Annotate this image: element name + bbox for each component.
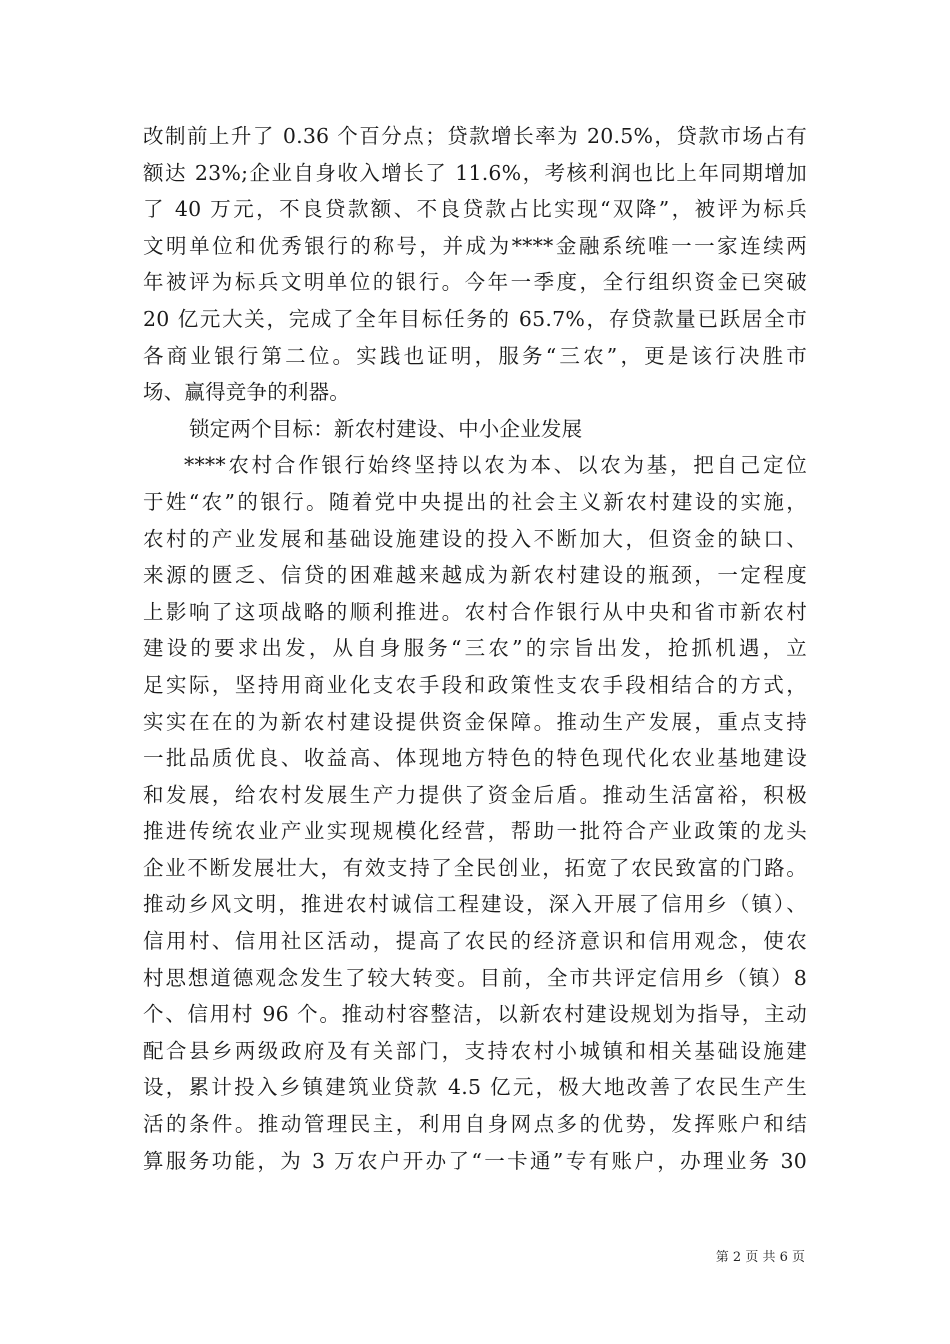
text-line: 设，累计投入乡镇建筑业贷款 4.5 亿元，极大地改善了农民生产生: [143, 1075, 807, 1100]
text-line: 建设的要求出发，从自身服务“三农”的宗旨出发，抢抓机遇，立: [143, 636, 807, 661]
text-line: 了 40 万元，不良贷款额、不良贷款占比实现“双降”，被评为标兵: [143, 197, 807, 222]
text-line: 年被评为标兵文明单位的银行。今年一季度，全行组织资金已突破: [143, 270, 807, 295]
text-line: 和发展，给农村发展生产力提供了资金后盾。推动生活富裕，积极: [143, 782, 807, 807]
text-line: 村思想道德观念发生了较大转变。目前，全市共评定信用乡（镇）8: [143, 965, 807, 990]
text-line: 农村的产业发展和基础设施建设的投入不断加大，但资金的缺口、: [143, 526, 807, 551]
text-line: 配合县乡两级政府及有关部门，支持农村小城镇和相关基础设施建: [143, 1038, 807, 1063]
text-line: 足实际，坚持用商业化支农手段和政策性支农手段相结合的方式，: [143, 672, 807, 697]
text-line: 场、赢得竞争的利器。: [143, 380, 350, 405]
text-line: 文明单位和优秀银行的称号，并成为****金融系统唯一一家连续两: [143, 233, 807, 258]
text-line: 企业不断发展壮大，有效支持了全民创业，拓宽了农民致富的门路。: [143, 855, 807, 880]
text-line: 一批品质优良、收益高、体现地方特色的特色现代化农业基地建设: [143, 746, 807, 771]
text-line: 推动乡风文明，推进农村诚信工程建设，深入开展了信用乡（镇）、: [143, 892, 807, 917]
text-line: 算服务功能，为 3 万农户开办了“一卡通”专有账户，办理业务 30: [143, 1148, 807, 1173]
text-line: 推进传统农业产业实现规模化经营，帮助一批符合产业政策的龙头: [143, 819, 807, 844]
text-line: 活的条件。推动管理民主，利用自身网点多的优势，发挥账户和结: [143, 1112, 807, 1137]
page-number: 第 2 页 共 6 页: [715, 1250, 805, 1265]
text-line: 各商业银行第二位。实践也证明，服务“三农”，更是该行决胜市: [143, 343, 807, 368]
text-line: 个、信用村 96 个。推动村容整洁，以新农村建设规划为指导，主动: [143, 1002, 807, 1027]
text-line: 实实在在的为新农村建设提供资金保障。推动生产发展，重点支持: [143, 709, 807, 734]
paragraph-2: [143, 447, 807, 1179]
section-heading: 锁定两个目标：新农村建设、中小企业发展: [189, 416, 583, 441]
text-line: 于姓“农”的银行。随着党中央提出的社会主义新农村建设的实施，: [143, 489, 807, 514]
text-line: 20 亿元大关，完成了全年目标任务的 65.7%，存贷款量已跃居全市: [143, 306, 807, 331]
text-line: ****农村合作银行始终坚持以农为本、以农为基，把自己定位: [184, 453, 807, 478]
text-line: 上影响了这项战略的顺利推进。农村合作银行从中央和省市新农村: [143, 599, 807, 624]
text-line: 改制前上升了 0.36 个百分点；贷款增长率为 20.5%，贷款市场占有: [143, 124, 807, 148]
text-line: 额达 23%;企业自身收入增长了 11.6%，考核利润也比上年同期增加: [143, 160, 807, 185]
document-body: [143, 118, 807, 1179]
text-line: 信用村、信用社区活动，提高了农民的经济意识和信用观念，使农: [143, 929, 807, 954]
text-line: 来源的匮乏、信贷的困难越来越成为新农村建设的瓶颈，一定程度: [143, 563, 807, 588]
paragraph-1: [143, 118, 807, 411]
